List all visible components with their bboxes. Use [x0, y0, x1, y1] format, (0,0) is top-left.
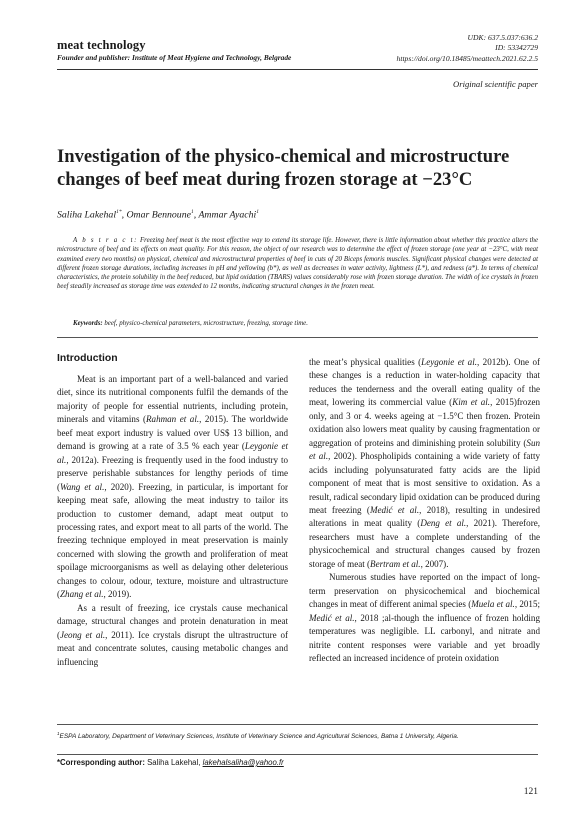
corresponding-name: Saliha Lakehal, — [144, 758, 203, 767]
citation: Kim et al. — [452, 397, 491, 408]
text-run: , 2011). Ice crystals disrupt the ultrastructure of meat and concentrate solutes, causing metabolic changes and influencing — [57, 629, 288, 667]
text-run: , 2015)frozen only, and 3 or 4. weeks ageing at −1.5°C then frozen. Protein oxidation also lowers meat quality by causing fragmentation or aggregation of proteins and diminishing protein solubility ( — [309, 397, 541, 448]
abstract-text: Freezing beef meat is the most effective way to extend its storage life. However, there is little information about whether this practice alters the microstructure of beef and its effects on meat quality. For this reason, the object of our research was to determine the effect of frozen storage (one year at −23°C, with meat examined every two months) on physical, chemical and microstructural properties of beef in cuts of 20 Biceps femoris muscles. Significant physical changes were detected at different frozen storage durations, including increases in pH and yellowing (b*), as well as decreases in water activity, lightness (L*), and redness (a*). In terms of chemical characteristics, the protein solubility in the beef reduced, but lipid oxidation (TBARS) values considerably rose with frozen storage duration. The width of ice crystals in frozen beef steadily increased as storage time was extended to 12 months, indicating structural changes in the frozen meat. — [57, 237, 538, 291]
body-paragraph — [309, 571, 540, 665]
footnote-divider — [57, 724, 538, 725]
author-name: Saliha Lakehal — [57, 209, 117, 221]
author-affiliation-mark: 1* — [116, 209, 122, 215]
citation: Rahman et al. — [146, 414, 200, 425]
footnote-mark: 1 — [57, 731, 60, 736]
corresponding-label: *Corresponding author: — [57, 758, 145, 767]
corresponding-divider — [57, 754, 538, 755]
abstract-divider — [57, 337, 538, 338]
author-separator: , — [193, 209, 199, 221]
citation: Zhang et al. — [60, 589, 104, 600]
paper-type: Original scientific paper — [453, 79, 538, 89]
text-run: , 2012a). Freezing is frequently used in the food industry to preserve perishable substances for lengthy periods of time ( — [57, 454, 288, 492]
citation: Leygonie et al. — [421, 357, 477, 367]
udk-code: UDK: 637.5.037:636.2 — [467, 33, 538, 42]
doi-link[interactable]: https://doi.org/10.18485/meattech.2021.62.2.5 — [396, 53, 538, 63]
keywords-label: Keywords: — [73, 320, 103, 327]
citation: Deng et al. — [420, 518, 467, 529]
left-column — [57, 352, 288, 669]
author-list — [57, 209, 259, 220]
text-run: , 2002). Phospholipids containing a wide variety of fatty acids including polyunsaturated fatty acids are the lipid component of meat that is most sensitive to oxidation. As a result, radical secondary lipid oxidation can be produced during meat freezing ( — [309, 451, 540, 515]
text-run: , 2015; — [514, 599, 540, 610]
journal-name: meat technology — [57, 38, 146, 52]
citation: Medić et al. — [369, 504, 420, 515]
header-divider — [57, 69, 538, 70]
text-run: , 2018 ;al-though the influence of frozen holding temperatures was negligible. LL carbonyl, and nitrate and nitrite content responses were variable and yet broadly reflected an increased incidence of protein oxidation — [309, 612, 540, 663]
text-run: , 2012b). One of these changes is a reduction in water-holding capacity that reduces the tenderness and the overall eating quality of the meat, lowering its commercial value ( — [309, 357, 540, 408]
author-affiliation-mark: 1 — [256, 209, 259, 215]
body-paragraph — [309, 356, 540, 571]
author-name: Ammar Ayachi — [198, 209, 257, 221]
text-run: As a result of freezing, ice crystals cause mechanical damage, structural changes and protein denaturation in meat ( — [57, 602, 288, 640]
body-paragraph — [57, 373, 288, 602]
keywords-text: beef, physico-chemical parameters, microstructure, freezing, storage time. — [102, 320, 308, 327]
text-run: , 2020). Freezing, in particular, is important for keeping meat safe, allowing the meat industry to tailor its production to customer demand, adapt meat output to processing rates, and export meat to all parts of the world. The freezing technique employed in meat preservation is mainly concerned with slowing the growth and proliferation of meat spoilage microorganisms as well as delaying other deleterious changes to colour, odour, texture, moisture and ultrastructure ( — [57, 481, 288, 600]
section-heading: Introduction — [57, 353, 118, 364]
citation: Bertram et al. — [370, 558, 421, 569]
article-identifiers — [278, 33, 538, 64]
text-run: , 2019). — [103, 589, 132, 600]
corresponding-author — [57, 758, 284, 767]
text-run: Numerous studies have reported on the impact of long-term preservation on physicochemical and biochemical changes in meat of different animal species ( — [309, 572, 540, 610]
citation: Muela et al. — [471, 599, 515, 610]
citation: Medić et al. — [309, 612, 355, 623]
citation: Jeong et al. — [60, 629, 106, 640]
author-name: Omar Bennoune — [126, 209, 191, 221]
text-run: , 2021). Therefore, researchers must have a complete understanding of the physicochemical and structural changes caused by frozen storage of meat ( — [309, 518, 540, 569]
citation: Sun et al. — [309, 437, 540, 462]
text-run: , 2018), resulting in undesired alterations in meat quality ( — [309, 504, 540, 529]
abstract-label: A b s t r a c t: — [73, 237, 138, 244]
text-run: Meat is an important part of a well-balanced and varied diet, since its nutritional components fulfil the demands of the majority of people for essential nutrients, including protein, minerals and vitamins ( — [57, 374, 288, 425]
email-link[interactable]: lakehalsaliha@yahoo.fr — [202, 758, 284, 767]
footnote-text: ESPA Laboratory, Department of Veterinary Sciences, Institute of Veterinary Science and Agricultural Sciences, Batna 1 University, Algeria. — [59, 733, 459, 741]
affiliation-footnote — [57, 729, 538, 742]
author-separator: , — [121, 209, 127, 221]
article-id: ID: 53342729 — [495, 43, 538, 53]
author-affiliation-mark: 1 — [190, 209, 194, 215]
text-run: the meat’s physical qualities ( — [309, 357, 422, 367]
text-run: , 2007). — [420, 558, 449, 569]
text-run: , 2015). The worldwide beef meat export industry is valued over US$ 13 billion, and demand is growing at a rate of 3.5 % each year ( — [57, 414, 288, 452]
right-column — [309, 356, 540, 665]
publisher-line: Founder and publisher: Institute of Meat Hygiene and Technology, Belgrade — [57, 53, 292, 62]
article-title: Investigation of the physico-chemical and microstructure changes of beef meat during frozen storage at −23°C — [57, 146, 510, 190]
abstract — [57, 236, 538, 292]
body-paragraph — [57, 602, 288, 669]
keywords — [57, 319, 538, 328]
citation: Wang et al. — [60, 481, 105, 492]
page-number: 121 — [523, 787, 538, 797]
citation: Leygonie et al. — [57, 441, 289, 465]
